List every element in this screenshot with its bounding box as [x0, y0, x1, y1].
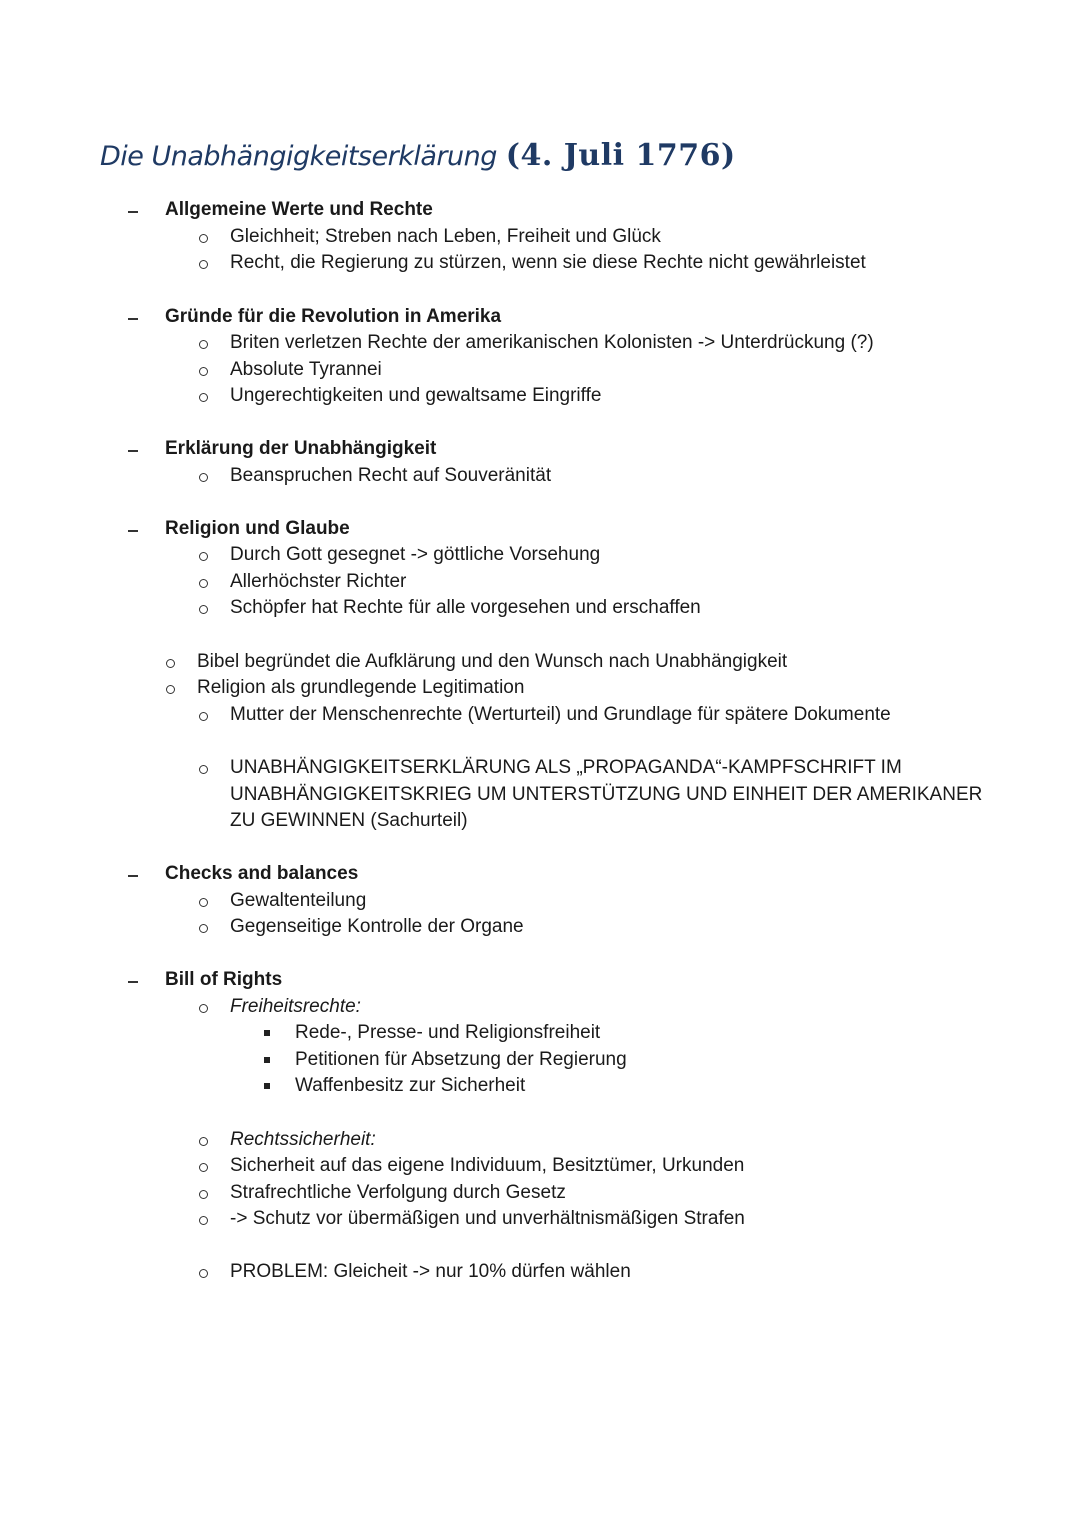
section-heading: Checks and balances	[165, 863, 359, 884]
circle-bullet	[199, 898, 208, 907]
sub-heading: Freiheitsrechte:	[230, 996, 361, 1017]
circle-bullet	[199, 473, 208, 482]
dash-bullet	[128, 318, 138, 320]
circle-bullet	[199, 765, 208, 774]
list-item: Mutter der Menschenrechte (Werturteil) und Grundlage für spätere Dokumente	[230, 704, 891, 725]
circle-bullet	[199, 340, 208, 349]
list-item: Religion als grundlegende Legitimation	[197, 677, 525, 698]
dash-bullet	[128, 450, 138, 452]
list-item: Ungerechtigkeiten und gewaltsame Eingriffe	[230, 385, 602, 406]
list-item: Absolute Tyrannei	[230, 359, 382, 380]
circle-bullet	[199, 712, 208, 721]
circle-bullet	[199, 367, 208, 376]
circle-bullet	[199, 1216, 208, 1225]
circle-bullet	[199, 1137, 208, 1146]
section-heading: Allgemeine Werte und Rechte	[165, 199, 433, 220]
dash-bullet	[128, 211, 138, 213]
list-item: Gewaltenteilung	[230, 890, 367, 911]
circle-bullet	[199, 1190, 208, 1199]
circle-bullet	[199, 234, 208, 243]
list-item: Allerhöchster Richter	[230, 571, 407, 592]
list-item: Bibel begründet die Aufklärung und den Wunsch nach Unabhängigkeit	[197, 651, 788, 672]
section-heading: Religion und Glaube	[165, 518, 350, 539]
list-item: Waffenbesitz zur Sicherheit	[295, 1075, 526, 1096]
list-item: Schöpfer hat Rechte für alle vorgesehen und erschaffen	[230, 597, 701, 618]
list-item: Strafrechtliche Verfolgung durch Gesetz	[230, 1182, 566, 1203]
list-item: Rede-, Presse- und Religionsfreiheit	[295, 1022, 601, 1043]
circle-bullet	[199, 924, 208, 933]
sub-heading: Rechtssicherheit:	[230, 1129, 376, 1150]
list-item: Briten verletzen Rechte der amerikanischen Kolonisten -> Unterdrückung (?)	[230, 332, 874, 353]
section-heading: Bill of Rights	[165, 969, 283, 990]
list-item: Durch Gott gesegnet -> göttliche Vorsehung	[230, 544, 601, 565]
dash-bullet	[128, 530, 138, 532]
problem-note: PROBLEM: Gleicheit -> nur 10% dürfen wählen	[230, 1261, 631, 1282]
circle-bullet	[199, 552, 208, 561]
square-bullet	[264, 1030, 270, 1036]
dash-bullet	[128, 981, 138, 983]
section-heading: Erklärung der Unabhängigkeit	[165, 438, 437, 459]
list-item: Recht, die Regierung zu stürzen, wenn sie diese Rechte nicht gewährleistet	[230, 252, 866, 273]
circle-bullet	[199, 393, 208, 402]
list-item: Beanspruchen Recht auf Souveränität	[230, 465, 552, 486]
list-item: Gleichheit; Streben nach Leben, Freiheit und Glück	[230, 226, 661, 247]
list-item: Petitionen für Absetzung der Regierung	[295, 1049, 627, 1070]
square-bullet	[264, 1083, 270, 1089]
circle-bullet	[199, 579, 208, 588]
title-handwritten: Die Unabhängigkeitserklärung	[100, 141, 497, 172]
circle-bullet	[199, 1163, 208, 1172]
circle-bullet	[199, 605, 208, 614]
list-item: -> Schutz vor übermäßigen und unverhältnismäßigen Strafen	[230, 1208, 745, 1229]
square-bullet	[264, 1057, 270, 1063]
circle-bullet	[199, 260, 208, 269]
circle-bullet	[199, 1269, 208, 1278]
circle-bullet	[166, 685, 175, 694]
circle-bullet	[166, 659, 175, 668]
page-title	[100, 136, 736, 173]
dash-bullet	[128, 875, 138, 877]
circle-bullet	[199, 1004, 208, 1013]
section-heading: Gründe für die Revolution in Amerika	[165, 306, 502, 327]
list-item: Sicherheit auf das eigene Individuum, Besitztümer, Urkunden	[230, 1155, 745, 1176]
title-date: (4. Juli 1776)	[505, 138, 736, 173]
list-item: Gegenseitige Kontrolle der Organe	[230, 916, 524, 937]
list-item: UNABHÄNGIGKEITSERKLÄRUNG ALS „PROPAGANDA“-KAMPFSCHRIFT IM UNABHÄNGIGKEITSKRIEG UM UNTERSTÜTZUNG UND EINHEIT DER AMERIKANER ZU GEWINNEN (Sachurteil)	[230, 757, 983, 831]
